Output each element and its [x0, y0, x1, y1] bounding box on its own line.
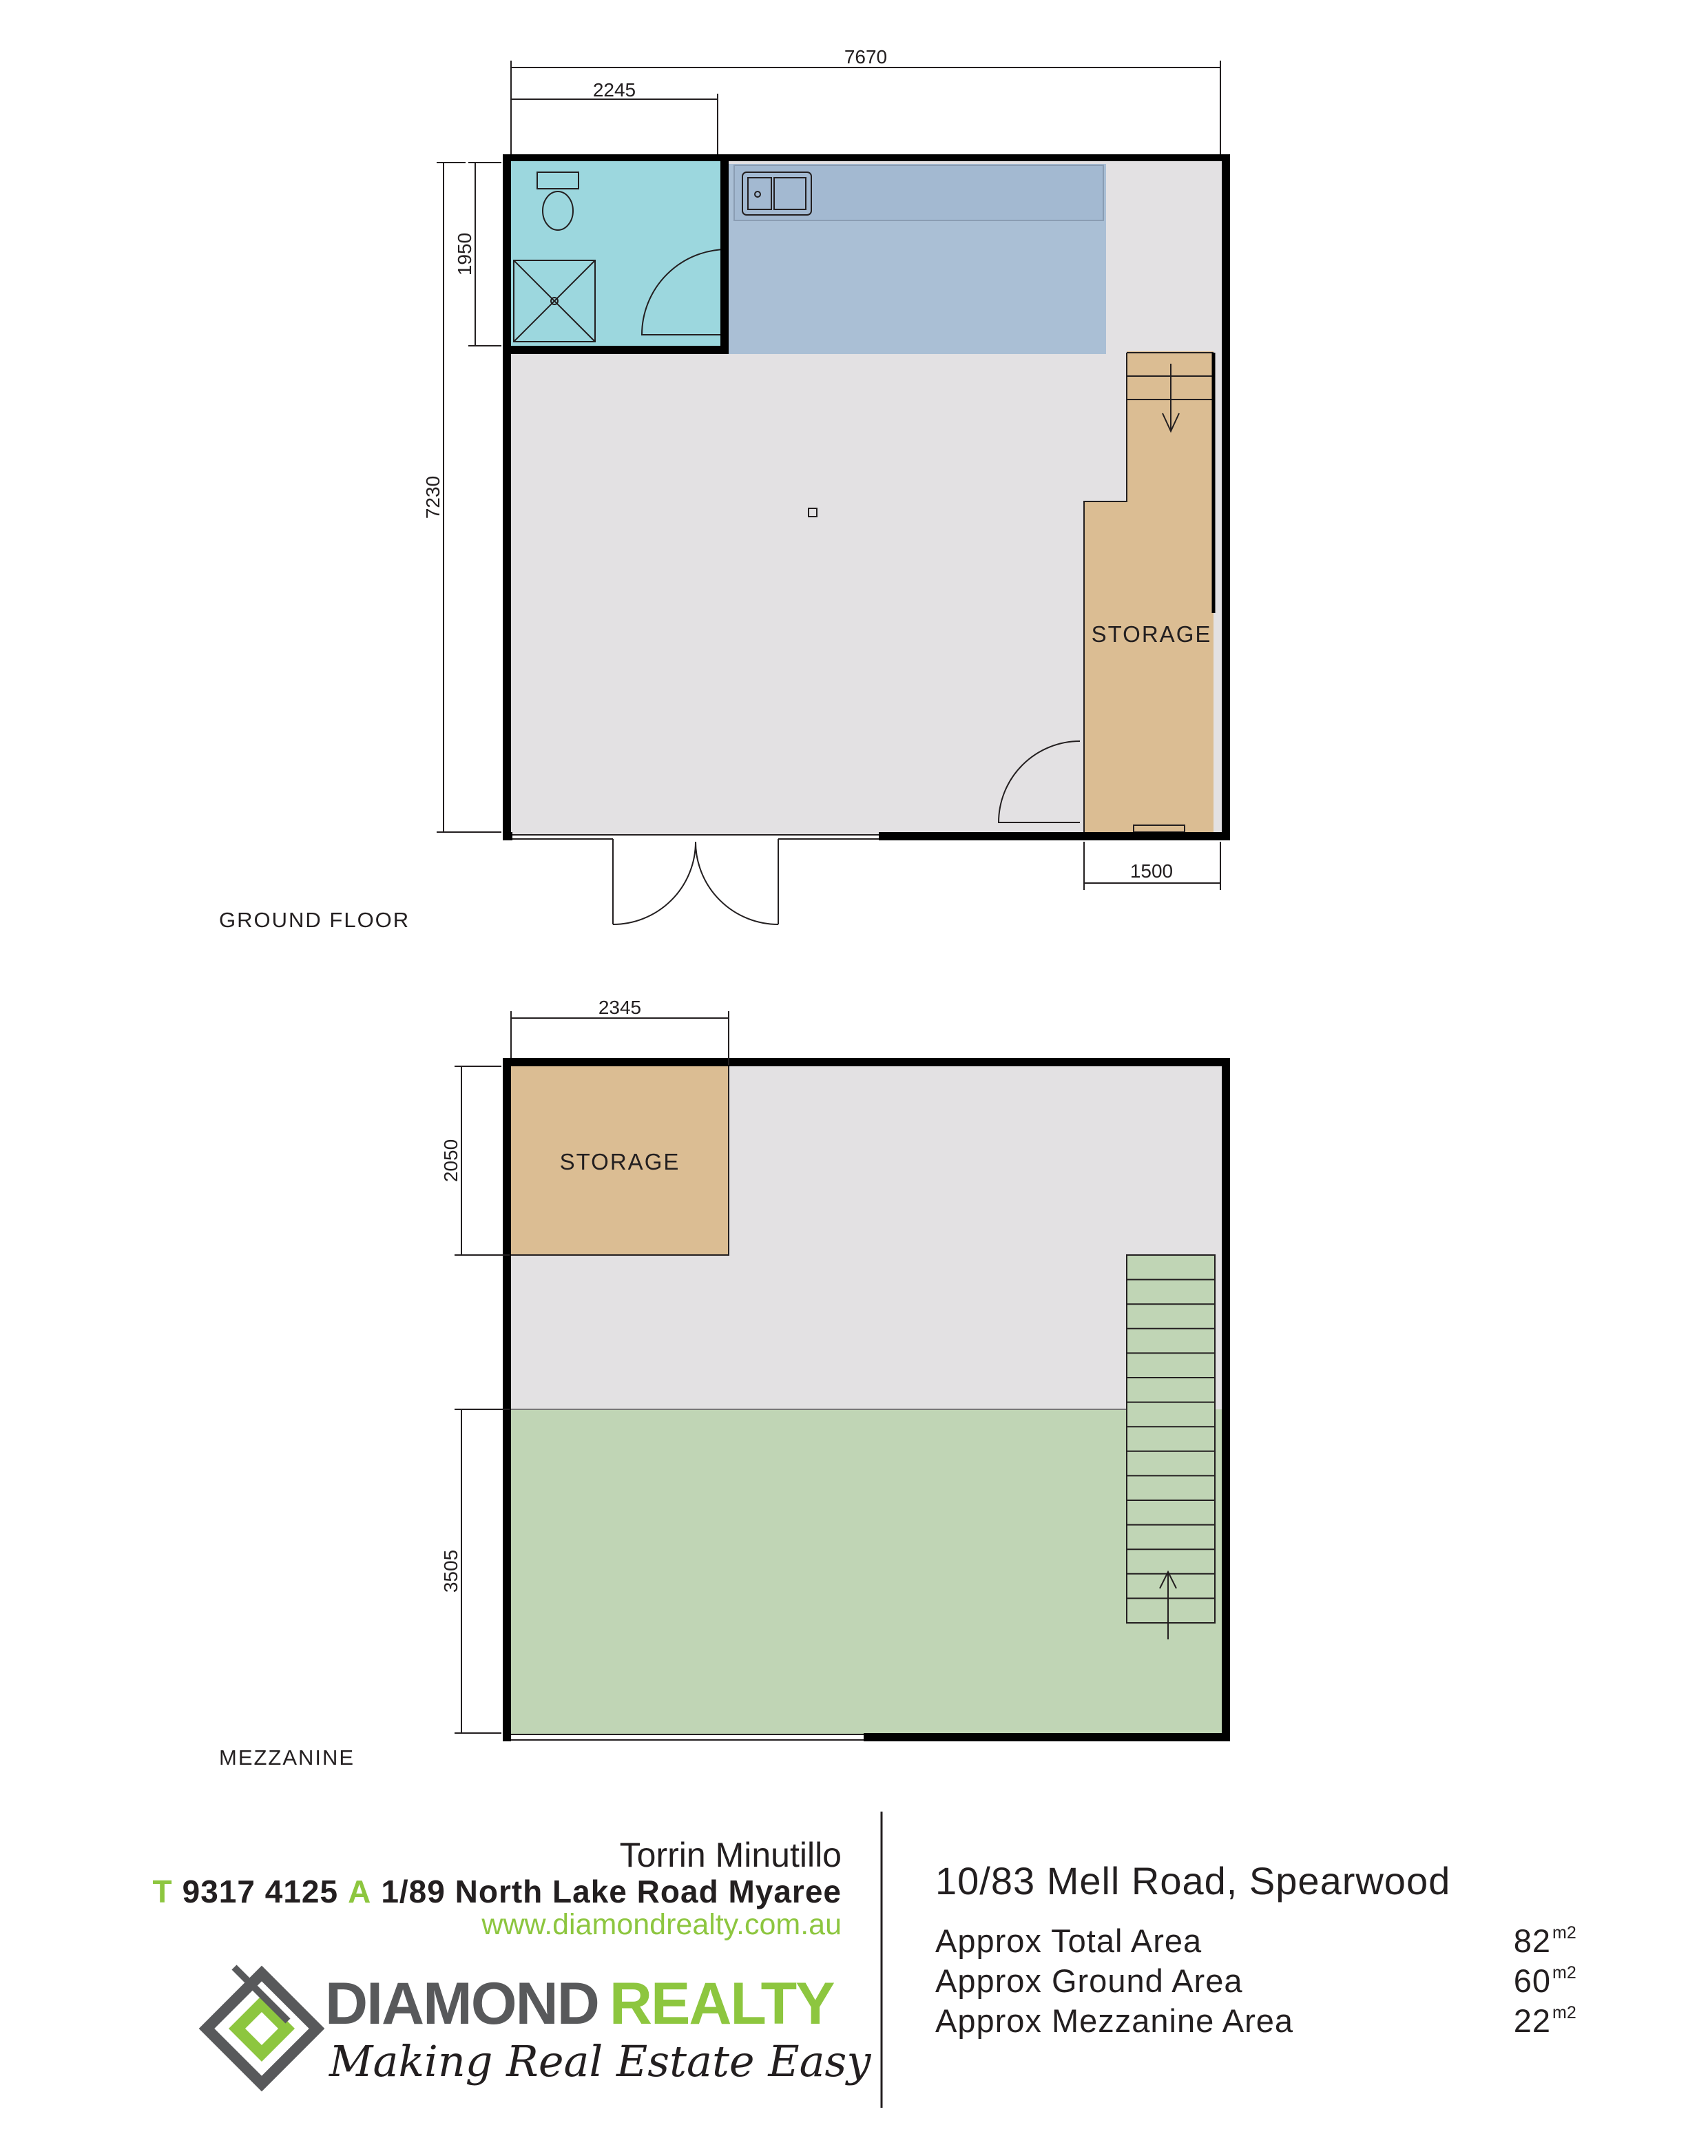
staircase-outline	[1127, 1255, 1215, 1623]
kitchen-bench	[734, 165, 1103, 220]
area-mezzanine-label: Approx Mezzanine Area	[935, 2002, 1294, 2039]
agent-name: Torrin Minutillo	[619, 1836, 842, 1874]
dim-total-width: 7670	[844, 46, 888, 68]
area-total-label: Approx Total Area	[935, 1922, 1202, 1959]
entry-door-swing	[696, 842, 778, 924]
agent-contact-line	[153, 1874, 842, 1909]
ground-floor-plan	[219, 46, 1230, 932]
area-ground-value: 60	[1513, 1962, 1551, 1999]
agent-address: 1/89 North Lake Road Myaree	[381, 1874, 842, 1909]
bathroom-wall-bottom	[503, 346, 729, 354]
dim-total-depth: 7230	[422, 475, 444, 519]
mez-wall-top	[503, 1058, 1230, 1066]
wall-left	[503, 154, 511, 840]
mezzanine-floor-area	[510, 1409, 1223, 1734]
wall-top	[503, 154, 1230, 161]
ground-storage-label: STORAGE	[1091, 621, 1212, 647]
wall-bottom-left	[503, 832, 512, 840]
mezzanine-plan	[219, 997, 1230, 1770]
mez-wall-bottom	[864, 1733, 1230, 1741]
mez-wall-right	[1222, 1058, 1230, 1741]
area-mezzanine-value: 22	[1513, 2002, 1551, 2039]
area-total-unit: m2	[1552, 1923, 1576, 1942]
dim-mez-storage-depth: 2050	[440, 1139, 461, 1183]
mezzanine-label: MEZZANINE	[219, 1745, 355, 1770]
dim-mez-storage-width: 2345	[598, 997, 642, 1018]
bathroom-wall-right	[720, 154, 729, 354]
brand-name	[325, 1971, 834, 2037]
phone-prefix: T	[152, 1874, 173, 1909]
dim-mez-floor-depth: 3505	[440, 1549, 461, 1593]
brand-tagline: Making Real Estate Easy	[329, 2036, 871, 2086]
property-address: 10/83 Mell Road, Spearwood	[935, 1859, 1451, 1903]
brand-name-part1: DIAMOND	[325, 1971, 598, 2037]
footer	[153, 1812, 1576, 2108]
wall-right	[1222, 154, 1230, 840]
dim-storage-width: 1500	[1129, 860, 1174, 882]
diamond-realty-logo-icon	[207, 1967, 317, 2084]
address-prefix: A	[348, 1874, 372, 1909]
mezzanine-storage-label: STORAGE	[559, 1149, 680, 1174]
staircase	[1127, 1255, 1215, 1623]
mez-wall-left	[503, 1058, 511, 1741]
wall-bottom-right	[879, 832, 1230, 840]
area-total-value: 82	[1513, 1922, 1551, 1959]
entry-door-swing	[613, 842, 696, 924]
area-ground-label: Approx Ground Area	[935, 1962, 1243, 1999]
dim-bathroom-width: 2245	[592, 79, 636, 101]
area-mezzanine-unit: m2	[1552, 2003, 1576, 2022]
area-ground-unit: m2	[1552, 1963, 1576, 1982]
dim-bathroom-depth: 1950	[454, 232, 475, 276]
agent-phone: 9317 4125	[182, 1874, 339, 1909]
agent-website[interactable]: www.diamondrealty.com.au	[481, 1908, 842, 1941]
ground-floor-label: GROUND FLOOR	[219, 908, 410, 932]
brand-name-part2: REALTY	[609, 1971, 834, 2037]
